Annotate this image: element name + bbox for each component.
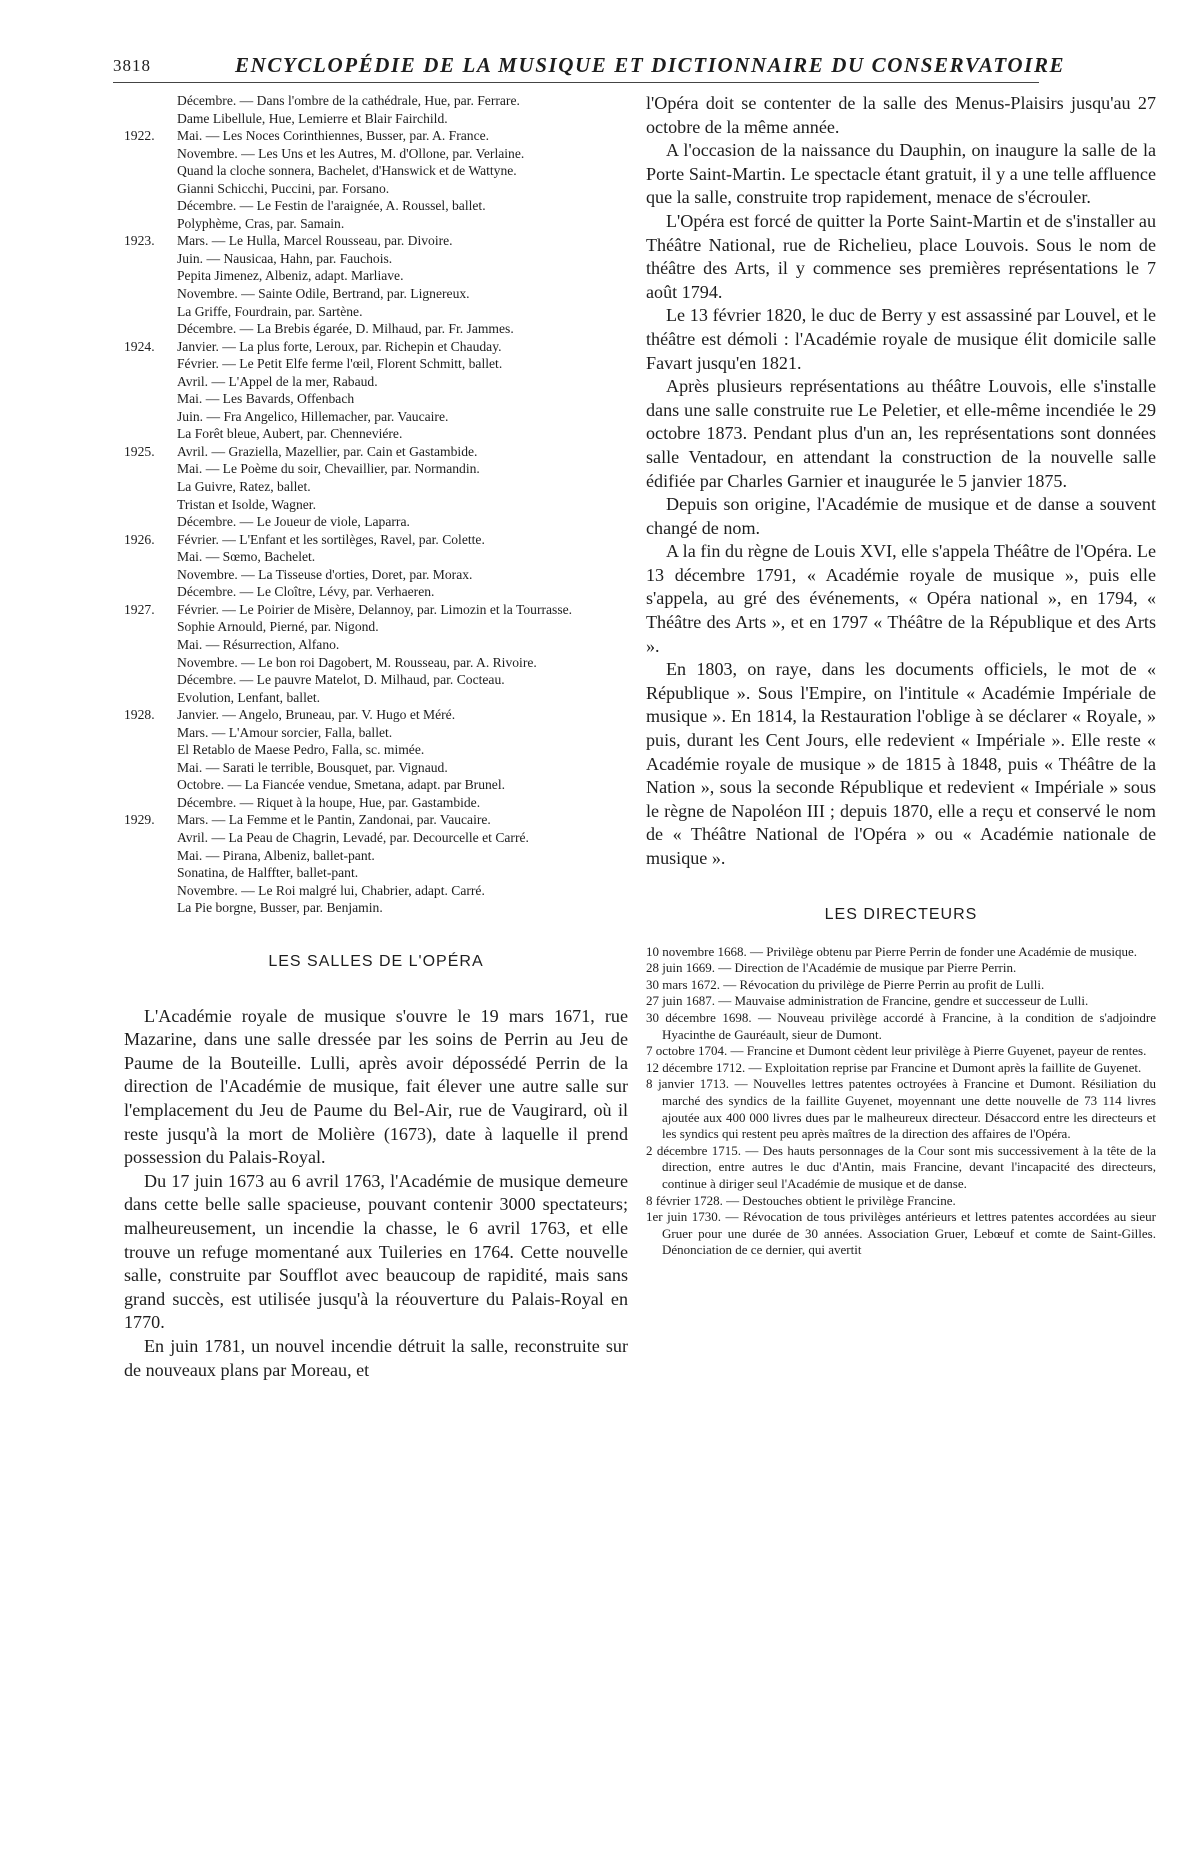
chronology-line: La Guivre, Ratez, ballet. bbox=[177, 479, 311, 495]
chronology-year: 1923. bbox=[124, 233, 155, 249]
director-entry: 28 juin 1669. — Direction de l'Académie de musique par Pierre Perrin. bbox=[646, 960, 1017, 976]
director-entry: 10 novembre 1668. — Privilège obtenu par Pierre Perrin de fonder une Académie de musique. bbox=[646, 943, 1137, 959]
chronology-line: Décembre. — Le Festin de l'araignée, A. Roussel, ballet. bbox=[177, 198, 486, 214]
chronology-line: Décembre. — Le pauvre Matelot, D. Milhaud, par. Cocteau. bbox=[177, 672, 505, 688]
chronology-year: 1928. bbox=[124, 707, 155, 723]
director-entry: 7 octobre 1704. — Francine et Dumont cèdent leur privilège à Pierre Guyenet, payeur de rentes. bbox=[646, 1043, 1147, 1059]
chronology-line: Quand la cloche sonnera, Bachelet, d'Hanswick et de Wattyne. bbox=[177, 163, 517, 179]
chronology-line: Pepita Jimenez, Albeniz, adapt. Marliave. bbox=[177, 268, 404, 284]
chronology-line: Décembre. — Riquet à la houpe, Hue, par. Gastambide. bbox=[177, 794, 481, 810]
chronology-year-block bbox=[124, 232, 628, 337]
director-entry: 27 juin 1687. — Mauvaise administration de Francine, gendre et successeur de Lulli. bbox=[646, 993, 1089, 1009]
chronology-year-block bbox=[124, 127, 628, 232]
chronology-line: Evolution, Lenfant, ballet. bbox=[177, 689, 321, 705]
chronology-line: Mai. — Résurrection, Alfano. bbox=[177, 636, 340, 652]
chronology-line: Juin. — Fra Angelico, Hillemacher, par. Vaucaire. bbox=[177, 408, 449, 424]
chronology-line: Avril. — La Peau de Chagrin, Levadé, par. Decourcelle et Carré. bbox=[177, 829, 529, 845]
chronology-line: Mars. — Le Hulla, Marcel Rousseau, par. Divoire. bbox=[177, 233, 453, 249]
chronology-line: Février. — Le Poirier de Misère, Delannoy, par. Limozin et la Tourrasse. bbox=[177, 601, 573, 617]
chronology-line: Juin. — Nausicaa, Hahn, par. Fauchois. bbox=[177, 250, 393, 266]
chronology-line: Octobre. — La Fiancée vendue, Smetana, adapt. par Brunel. bbox=[177, 777, 506, 793]
chronology-line: Janvier. — La plus forte, Leroux, par. Richepin et Chauday. bbox=[177, 338, 502, 354]
chronology-line: La Forêt bleue, Aubert, par. Chenneviére. bbox=[177, 426, 403, 442]
chronology-line: Mai. — Sœmo, Bachelet. bbox=[177, 549, 316, 565]
right-column bbox=[646, 92, 1156, 1259]
chronology-line: El Retablo de Maese Pedro, Falla, sc. mimée. bbox=[177, 742, 425, 758]
chronology-line: Mars. — L'Amour sorcier, Falla, ballet. bbox=[177, 724, 393, 740]
chronology-line: Avril. — Graziella, Mazellier, par. Cain et Gastambide. bbox=[177, 443, 478, 459]
paragraph: Depuis son origine, l'Académie de musique et de danse a souvent changé de nom. bbox=[646, 494, 1156, 538]
paragraph: Du 17 juin 1673 au 6 avril 1763, l'Académie de musique demeure dans cette belle salle spacieuse, pouvant contenir 3000 spectateurs; malheureusement, un incendie la chasse, le 6 avril 1763, et elle trouve un refuge momentané aux Tuileries en 1764. Cette nouvelle salle, construite par Soufflot avec beaucoup de rapidité, mais sans grand succès, est utilisée jusqu'à la réouverture du Palais-Royal en 1770. bbox=[124, 1170, 628, 1333]
chronology-line: La Pie borgne, Busser, par. Benjamin. bbox=[177, 900, 383, 916]
chronology-line: Mai. — Pirana, Albeniz, ballet-pant. bbox=[177, 847, 375, 863]
chronology-line: Avril. — L'Appel de la mer, Rabaud. bbox=[177, 373, 378, 389]
director-entry: 12 décembre 1712. — Exploitation reprise par Francine et Dumont après la faillite de Guyenet. bbox=[646, 1059, 1142, 1075]
paragraph: A la fin du règne de Louis XVI, elle s'appela Théâtre de l'Opéra. Le 13 décembre 1791, « Académie royale de musique », puis elle s'appela, au gré des événements, « Opéra national », en 1794, « Théâtre des Arts », et en 1797 « Théâtre de la République et des Arts ». bbox=[646, 541, 1156, 656]
chronology-line: Mai. — Le Poème du soir, Chevaillier, par. Normandin. bbox=[177, 461, 480, 477]
chronology-line: Gianni Schicchi, Puccini, par. Forsano. bbox=[177, 180, 390, 196]
chronology-year: 1924. bbox=[124, 338, 155, 354]
salles-text-left bbox=[124, 1005, 628, 1383]
opera-chronology bbox=[124, 92, 628, 917]
section-title-directeurs: LES DIRECTEURS bbox=[824, 905, 978, 923]
chronology-year-block bbox=[124, 92, 628, 127]
chronology-year-block bbox=[124, 601, 628, 706]
chronology-line: Polyphème, Cras, par. Samain. bbox=[177, 215, 345, 231]
paragraph: L'Opéra est forcé de quitter la Porte Saint-Martin et de s'installer au Théâtre National, rue de Richelieu, place Louvois. Sous le nom de théâtre des Arts, il y commence ses premières représentations le 7 août 1794. bbox=[646, 210, 1156, 302]
chronology-year: 1927. bbox=[124, 601, 155, 617]
chronology-line: Décembre. — Dans l'ombre de la cathédrale, Hue, par. Ferrare. bbox=[177, 93, 520, 108]
chronology-line: La Griffe, Fourdrain, par. Sartène. bbox=[177, 303, 363, 319]
chronology-line: Mars. — La Femme et le Pantin, Zandonai, par. Vaucaire. bbox=[177, 812, 491, 828]
chronology-line: Novembre. — Le Roi malgré lui, Chabrier, adapt. Carré. bbox=[177, 882, 485, 898]
chronology-line: Janvier. — Angelo, Bruneau, par. V. Hugo et Méré. bbox=[177, 707, 456, 723]
director-entry: 8 janvier 1713. — Nouvelles lettres patentes octroyées à Francine et Dumont. Résiliation du marché des syndics de la faillite Guyenet, moyennant une dette nouvelle de 73 114 livres ajoutée aux 400 000 livres dues par le malheureux directeur. Désaccord entre les directeurs et les syndics qui restent peu après maîtres de la direction des affaires de l'Opéra. bbox=[646, 1076, 1156, 1142]
chronology-line: Tristan et Isolde, Wagner. bbox=[177, 496, 316, 512]
chronology-year-block bbox=[124, 531, 628, 601]
page-number: 3818 bbox=[113, 56, 151, 75]
chronology-year: 1929. bbox=[124, 812, 155, 828]
paragraph: En juin 1781, un nouvel incendie détruit la salle, reconstruite sur de nouveaux plans par Moreau, et bbox=[124, 1336, 628, 1380]
chronology-year: 1925. bbox=[124, 443, 155, 459]
chronology-year-block bbox=[124, 338, 628, 443]
chronology-line: Sonatina, de Halffter, ballet-pant. bbox=[177, 865, 359, 881]
left-column bbox=[124, 92, 628, 1382]
salles-text-right bbox=[646, 92, 1156, 871]
chronology-line: Mai. — Les Bavards, Offenbach bbox=[177, 391, 355, 407]
director-entry: 8 février 1728. — Destouches obtient le privilège Francine. bbox=[646, 1192, 956, 1208]
director-entry: 1er juin 1730. — Révocation de tous privilèges antérieurs et lettres patentes accordées au sieur Gruer pour une durée de 30 années. Association Gruer, Lebœuf et comte de Saint-Gilles. Dénonciation de ce dernier, qui avertit bbox=[646, 1209, 1156, 1258]
chronology-line: Mai. — Sarati le terrible, Bousquet, par. Vignaud. bbox=[177, 759, 448, 775]
chronology-line: Février. — Le Petit Elfe ferme l'œil, Florent Schmitt, ballet. bbox=[177, 356, 503, 372]
chronology-line: Novembre. — La Tisseuse d'orties, Doret, par. Morax. bbox=[177, 566, 473, 582]
chronology-line: Mai. — Les Noces Corinthiennes, Busser, par. A. France. bbox=[177, 128, 490, 144]
running-title: ENCYCLOPÉDIE DE LA MUSIQUE ET DICTIONNAIRE DU CONSERVATOIRE bbox=[235, 53, 1066, 77]
chronology-line: Sophie Arnould, Pierné, par. Nigond. bbox=[177, 619, 379, 635]
chronology-line: Décembre. — La Brebis égarée, D. Milhaud, par. Fr. Jammes. bbox=[177, 321, 514, 337]
director-entry: 30 décembre 1698. — Nouveau privilège accordé à Francine, à la condition de s'adjoindre Hyacinthe de Gauréault, sieur de Dumont. bbox=[646, 1009, 1156, 1042]
chronology-year-block bbox=[124, 443, 628, 531]
chronology-line: Décembre. — Le Cloître, Lévy, par. Verhaeren. bbox=[177, 584, 435, 600]
chronology-line: Novembre. — Les Uns et les Autres, M. d'Ollone, par. Verlaine. bbox=[177, 145, 525, 161]
paragraph: L'Académie royale de musique s'ouvre le 19 mars 1671, rue Mazarine, dans une salle dressée par les soins de Perrin au Jeu de Paume de la Bouteille. Lulli, après avoir dépossédé Perrin de la direction de l'Académie de musique, fait élever une autre salle sur l'emplacement du Jeu de Paume du Bel-Air, rue de Vaugirard, où il reste jusqu'à la mort de Molière (1673), date à laquelle il prend possession du Palais-Royal. bbox=[124, 1005, 628, 1168]
chronology-line: Novembre. — Sainte Odile, Bertrand, par. Lignereux. bbox=[177, 286, 470, 302]
chronology-year-block bbox=[124, 811, 628, 916]
paragraph: A l'occasion de la naissance du Dauphin, on inaugure la salle de la Porte Saint-Martin. Le spectacle étant gratuit, il y a une telle affluence que la salle, construite trop rapidement, menace de s'écrouler. bbox=[646, 140, 1156, 208]
paragraph: Le 13 février 1820, le duc de Berry y est assassiné par Louvel, et le théâtre est démoli : l'Académie royale de musique élit domicile salle Favart jusqu'en 1821. bbox=[646, 305, 1156, 373]
chronology-year: 1926. bbox=[124, 531, 155, 547]
chronology-line: Dame Libellule, Hue, Lemierre et Blair Fairchild. bbox=[177, 110, 448, 126]
chronology-year-block bbox=[124, 706, 628, 811]
paragraph: En 1803, on raye, dans les documents officiels, le mot de « République ». Sous l'Empire, on l'intitule « Académie Impériale de musique ». En 1814, la Restauration l'oblige à se déclarer « Royale, » puis, durant les Cent Jours, elle redevient « Impériale ». Elle reste « Académie royale de musique » de 1815 à 1848, puis « Théâtre de la Nation », sous la seconde République et redevient « Impériale » sous le règne de Napoléon III ; depuis 1870, elle a reçu et conservé le nom de « Théâtre National de l'Opéra » ou « Académie nationale de musique ». bbox=[646, 659, 1156, 868]
chronology-line: Décembre. — Le Joueur de viole, Laparra. bbox=[177, 514, 410, 530]
paragraph: Après plusieurs représentations au théâtre Louvois, elle s'installe dans une salle construite rue Le Peletier, et elle-même incendiée le 29 octobre 1873. Pendant plus d'un an, les représentations sont données salle Ventadour, en attendant la construction de la nouvelle salle édifiée par Charles Garnier et inaugurée le 5 janvier 1875. bbox=[646, 376, 1156, 491]
chronology-line: Novembre. — Le bon roi Dagobert, M. Rousseau, par. A. Rivoire. bbox=[177, 654, 537, 670]
directors-list bbox=[646, 944, 1156, 1259]
chronology-year: 1922. bbox=[124, 128, 155, 144]
director-entry: 30 mars 1672. — Révocation du privilège de Pierre Perrin au profit de Lulli. bbox=[646, 976, 1045, 992]
section-title-salles: LES SALLES DE L'OPÉRA bbox=[268, 952, 484, 970]
paragraph: l'Opéra doit se contenter de la salle des Menus-Plaisirs jusqu'au 27 octobre de la même année. bbox=[646, 93, 1156, 137]
running-header bbox=[113, 53, 1066, 83]
director-entry: 2 décembre 1715. — Des hauts personnages de la Cour sont mis successivement à la tête de la direction, entre autres le duc d'Antin, mais Francine, devant l'incapacité des directeurs, continue à diriger seul l'Académie de musique et de danse. bbox=[646, 1142, 1156, 1191]
chronology-line: Février. — L'Enfant et les sortilèges, Ravel, par. Colette. bbox=[177, 531, 485, 547]
